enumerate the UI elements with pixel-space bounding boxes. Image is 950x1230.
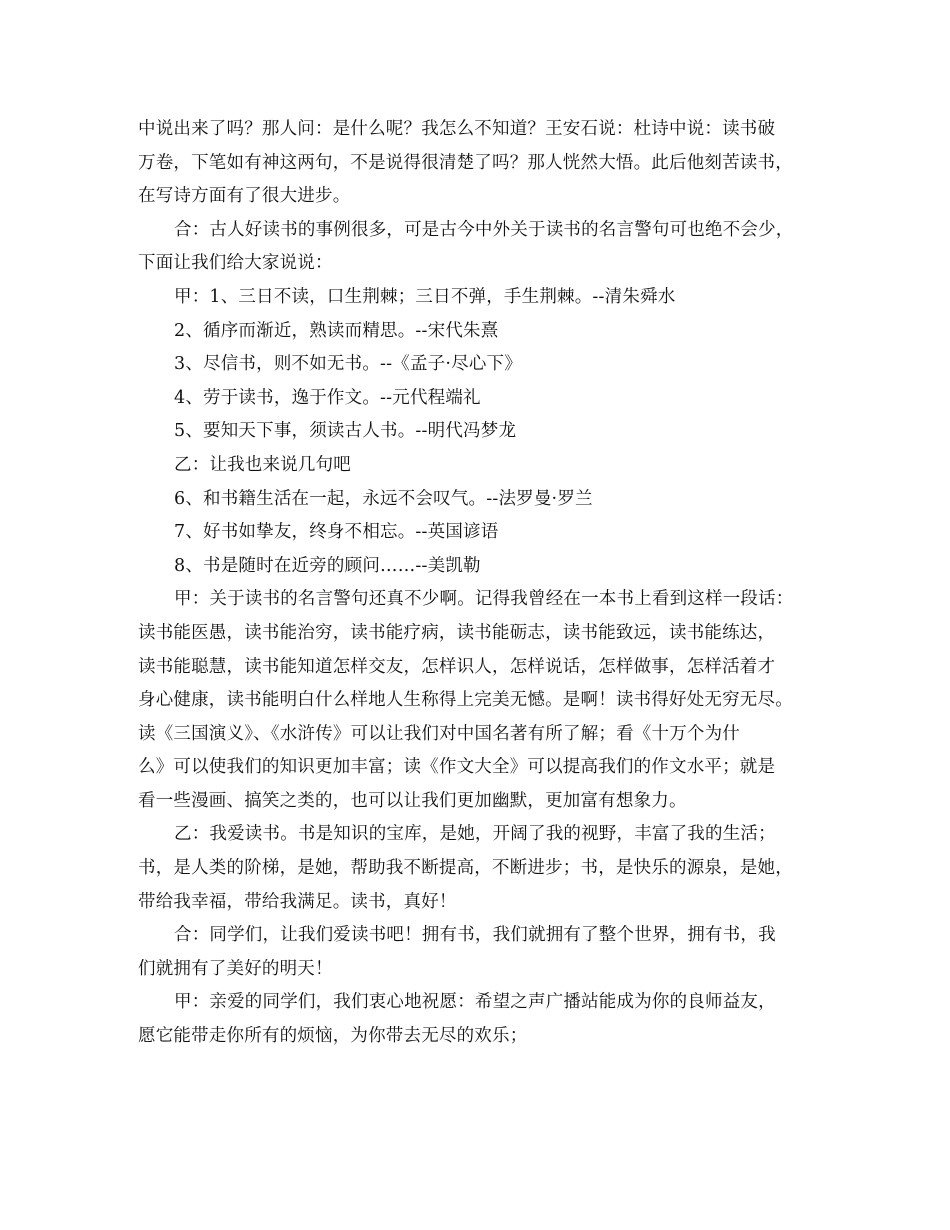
text-line: 书，是人类的阶梯，是她，帮助我不断提高，不断进步；书，是快乐的源泉，是她，: [138, 858, 793, 879]
text-line: 3、尽信书，则不如无书。--《孟子·尽心下》: [174, 354, 522, 375]
text-line: 4、劳于读书，逸于作文。--元代程端礼: [174, 387, 481, 408]
text-line: 合：古人好读书的事例很多，可是古今中外关于读书的名言警句可也绝不会少，: [174, 219, 794, 240]
text-line: 甲：亲爱的同学们，我们衷心地祝愿：希望之声广播站能成为你的良师益友，: [174, 992, 776, 1013]
text-line: 读《三国演义》、《水浒传》可以让我们对中国名著有所了解；看《十万个为什: [138, 723, 740, 744]
text-line: 中说出来了吗？那人问：是什么呢？我怎么不知道？王安石说：杜诗中说：读书破: [138, 119, 776, 139]
text-line: 7、好书如挚友，终身不相忘。--英国谚语: [174, 522, 499, 543]
text-line: 愿它能带走你所有的烦恼，为你带去无尽的欢乐；: [138, 1026, 528, 1047]
document-body: [138, 113, 838, 1054]
text-line: 甲：关于读书的名言警句还真不少啊。记得我曾经在一本书上看到这样一段话：: [174, 589, 794, 610]
text-line: 8、书是随时在近旁的顾问……--美凯勒: [174, 555, 481, 576]
text-line: 乙：让我也来说几句吧: [174, 454, 351, 475]
text-line: 们就拥有了美好的明天！: [138, 958, 333, 979]
text-line: 合：同学们，让我们爱读书吧！拥有书，我们就拥有了整个世界，拥有书，我: [174, 925, 776, 946]
text-line: 身心健康，读书能明白什么样地人生称得上完美无憾。是啊！读书得好处无穷无尽。: [138, 690, 793, 711]
text-line: 5、要知天下事，须读古人书。--明代冯梦龙: [174, 421, 517, 442]
text-line: 带给我幸福，带给我满足。读书，真好！: [138, 891, 457, 912]
text-line: 2、循序而渐近，熟读而精思。--宋代朱熹: [174, 320, 499, 341]
text-line: 乙：我爱读书。书是知识的宝库，是她，开阔了我的视野，丰富了我的生活；: [174, 824, 776, 845]
text-line: 万卷，下笔如有神这两句，不是说得很清楚了吗？那人恍然大悟。此后他刻苦读书，: [138, 152, 793, 173]
text-line: 读书能医愚，读书能治穷，读书能疗病，读书能砺志，读书能致远，读书能练达，: [138, 622, 776, 643]
text-line: 在写诗方面有了很大进步。: [138, 186, 351, 207]
text-line: 读书能聪慧，读书能知道怎样交友，怎样识人，怎样说话，怎样做事，怎样活着才: [138, 656, 776, 677]
text-line: 么》可以使我们的知识更加丰富；读《作文大全》可以提高我们的作文水平；就是: [138, 757, 776, 778]
text-line: 6、和书籍生活在一起，永远不会叹气。--法罗曼·罗兰: [174, 488, 593, 509]
text-line: 下面让我们给大家说说：: [138, 253, 333, 274]
text-line: 甲：1、三日不读，口生荆棘；三日不弹，手生荆棘。--清朱舜水: [174, 286, 676, 307]
text-line: 看一些漫画、搞笑之类的，也可以让我们更加幽默，更加富有想象力。: [138, 790, 687, 811]
